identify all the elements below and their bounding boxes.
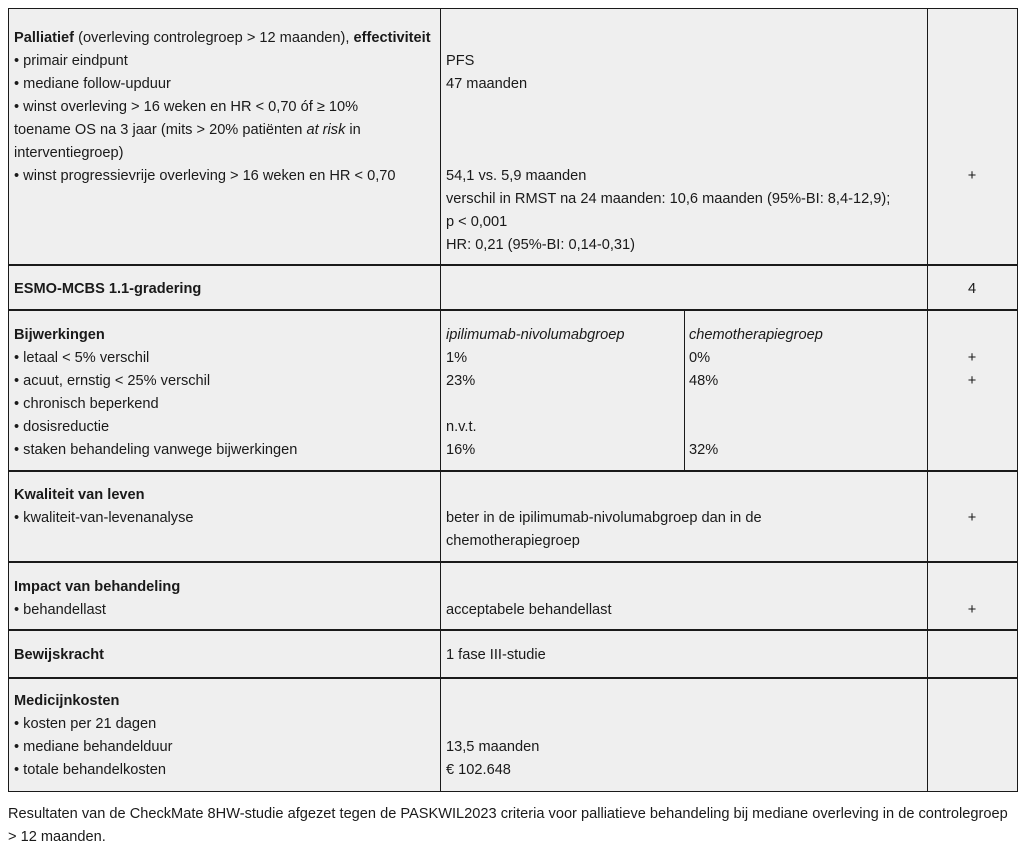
impact-value: acceptabele behandellast — [446, 602, 612, 618]
bijwerking-letaal-chemo: 0% — [689, 350, 711, 366]
kwaliteit-title: Kwaliteit van leven — [14, 487, 145, 503]
palliatief-item-followup: • mediane follow-upduur — [14, 76, 171, 92]
bijwerking-label-acuut: • acuut, ernstig < 25% verschil — [14, 373, 211, 389]
table-caption: Resultaten van de CheckMate 8HW-studie afgezet tegen de PASKWIL2023 criteria voor palliatieve behandeling bij mediane overleving in de controlegroep > 12 maanden. — [8, 806, 1008, 845]
bijwerking-label-chronisch: • chronisch beperkend — [14, 396, 159, 412]
group-chemo-header: chemotherapiegroep — [689, 327, 823, 343]
paskwil-table — [8, 8, 1018, 792]
primary-endpoint-value: PFS — [446, 53, 475, 69]
group-ipi-nivo-header: ipilimumab-nivolumabgroep — [446, 327, 625, 343]
bijwerking-letaal-ipi: 1% — [446, 350, 468, 366]
palliatief-item-os: • winst overleving > 16 weken en HR < 0,70 óf ≥ 10% — [14, 99, 359, 115]
kosten-duration-value: 13,5 maanden — [446, 739, 540, 755]
bijwerking-label-letaal: • letaal < 5% verschil — [14, 350, 150, 366]
column-divider — [684, 309, 685, 471]
pfs-value-2: verschil in RMST na 24 maanden: 10,6 maanden (95%-BI: 8,4-12,9); — [446, 191, 891, 207]
esmo-label: ESMO-MCBS 1.1-gradering — [14, 281, 202, 297]
bijwerkingen-title: Bijwerkingen — [14, 327, 105, 343]
pfs-value-3: p < 0,001 — [446, 214, 508, 230]
kwaliteit-value-2: chemotherapiegroep — [446, 533, 580, 549]
bijwerking-letaal-score: + — [967, 350, 977, 366]
pfs-score: + — [967, 168, 977, 184]
impact-score: + — [967, 602, 977, 618]
pfs-value-1: 54,1 vs. 5,9 maanden — [446, 168, 587, 184]
bijwerking-label-staken: • staken behandeling vanwege bijwerkingen — [14, 442, 298, 458]
impact-title: Impact van behandeling — [14, 579, 181, 595]
kosten-title: Medicijnkosten — [14, 693, 120, 709]
palliatief-title-mid: (overleving controlegroep > 12 maanden), — [74, 30, 354, 46]
kwaliteit-score: + — [967, 510, 977, 526]
palliatief-item-os-line3: interventiegroep) — [14, 145, 124, 161]
kosten-item-totaal: • totale behandelkosten — [14, 762, 166, 778]
bijwerking-acuut-chemo: 48% — [689, 373, 719, 389]
esmo-score: 4 — [967, 281, 977, 297]
pfs-value-4: HR: 0,21 (95%-BI: 0,14-0,31) — [446, 237, 635, 253]
bijwerking-acuut-score: + — [967, 373, 977, 389]
kwaliteit-value-1: beter in de ipilimumab-nivolumabgroep dan in de — [446, 510, 762, 526]
row-divider — [9, 561, 1017, 563]
bijwerking-label-dosisreductie: • dosisreductie — [14, 419, 110, 435]
kosten-item-21-dagen: • kosten per 21 dagen — [14, 716, 157, 732]
followup-value: 47 maanden — [446, 76, 528, 92]
bijwerking-staken-chemo: 32% — [689, 442, 719, 458]
palliatief-item-primair: • primair eindpunt — [14, 53, 128, 69]
row-divider — [9, 470, 1017, 472]
bijwerking-dosisreductie-ipi: n.v.t. — [446, 419, 477, 435]
os-line2-italic: at risk — [306, 122, 346, 138]
impact-item: • behandellast — [14, 602, 106, 618]
kosten-total-value: € 102.648 — [446, 762, 511, 778]
palliatief-item-os-line2 — [14, 119, 361, 142]
row-divider — [9, 629, 1017, 631]
bijwerking-acuut-ipi: 23% — [446, 373, 476, 389]
palliatief-title — [14, 27, 431, 50]
row-divider — [9, 677, 1017, 679]
bewijskracht-value: 1 fase III-studie — [446, 647, 546, 663]
column-divider — [440, 9, 441, 791]
bewijskracht-title: Bewijskracht — [14, 647, 105, 663]
palliatief-title-bold: Palliatief — [14, 30, 75, 46]
os-line2-tail: in — [345, 122, 361, 138]
palliatief-title-effectiviteit: effectiviteit — [353, 30, 431, 46]
kwaliteit-item: • kwaliteit-van-levenanalyse — [14, 510, 194, 526]
kosten-item-behandelduur: • mediane behandelduur — [14, 739, 173, 755]
bijwerking-staken-ipi: 16% — [446, 442, 476, 458]
row-divider — [9, 309, 1017, 311]
row-divider — [9, 264, 1017, 266]
palliatief-item-pfs: • winst progressievrije overleving > 16 weken en HR < 0,70 — [14, 168, 396, 184]
column-divider — [927, 9, 928, 791]
os-line2-text: toename OS na 3 jaar (mits > 20% patiënten — [14, 122, 307, 138]
